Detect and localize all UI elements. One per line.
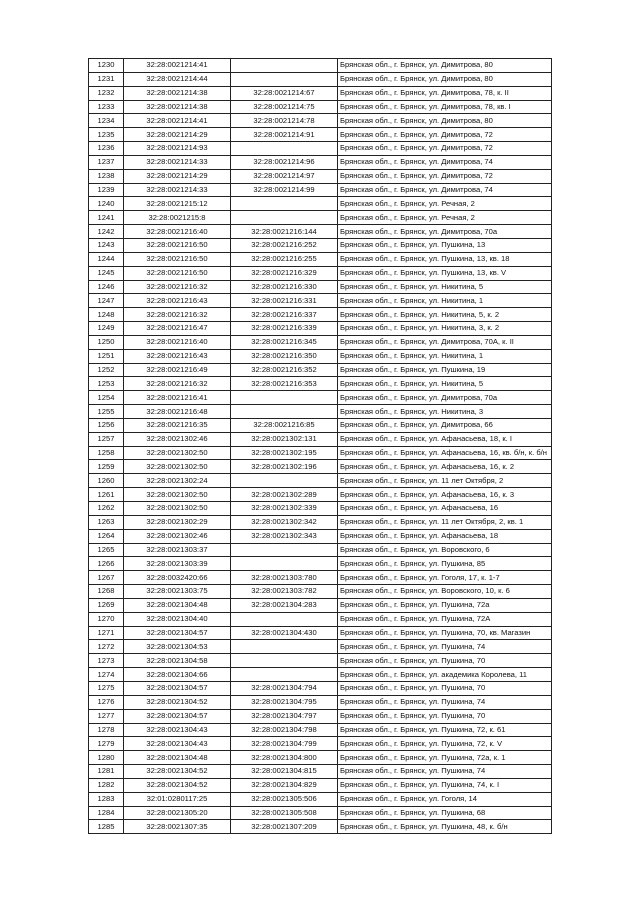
building-number-cell: 32:28:0021304:283 bbox=[231, 598, 338, 612]
table-row bbox=[89, 446, 552, 460]
building-number-cell: 32:28:0021305:508 bbox=[231, 806, 338, 820]
land-parcel-number-cell: 32:28:0021302:50 bbox=[124, 446, 231, 460]
row-number-cell: 1261 bbox=[89, 488, 124, 502]
row-number-cell: 1237 bbox=[89, 155, 124, 169]
building-number-cell: 32:28:0021216:353 bbox=[231, 377, 338, 391]
row-number-cell: 1241 bbox=[89, 211, 124, 225]
row-number-cell: 1249 bbox=[89, 322, 124, 336]
building-number-cell: 32:28:0021214:99 bbox=[231, 183, 338, 197]
table-row bbox=[89, 709, 552, 723]
address-cell: Брянская обл., г. Брянск, ул. Афанасьева, 16 bbox=[338, 502, 552, 516]
row-number-cell: 1272 bbox=[89, 640, 124, 654]
building-number-cell: 32:28:0021304:795 bbox=[231, 695, 338, 709]
table-row bbox=[89, 681, 552, 695]
row-number-cell: 1283 bbox=[89, 792, 124, 806]
table-row bbox=[89, 183, 552, 197]
land-parcel-number-cell: 32:28:0021214:41 bbox=[124, 59, 231, 73]
land-parcel-number-cell: 32:28:0021304:43 bbox=[124, 737, 231, 751]
table-row bbox=[89, 197, 552, 211]
land-parcel-number-cell: 32:28:0021216:32 bbox=[124, 377, 231, 391]
land-parcel-number-cell: 32:28:0021215:8 bbox=[124, 211, 231, 225]
address-cell: Брянская обл., г. Брянск, ул. Пушкина, 13, кв. V bbox=[338, 266, 552, 280]
table-row bbox=[89, 72, 552, 86]
row-number-cell: 1262 bbox=[89, 502, 124, 516]
address-cell: Брянская обл., г. Брянск, ул. Речная, 2 bbox=[338, 211, 552, 225]
address-cell: Брянская обл., г. Брянск, ул. Димитрова, 80 bbox=[338, 72, 552, 86]
table-row bbox=[89, 778, 552, 792]
table-row bbox=[89, 543, 552, 557]
building-number-cell: 32:28:0021302:343 bbox=[231, 529, 338, 543]
table-row bbox=[89, 377, 552, 391]
row-number-cell: 1254 bbox=[89, 391, 124, 405]
row-number-cell: 1277 bbox=[89, 709, 124, 723]
building-number-cell: 32:28:0021307:209 bbox=[231, 820, 338, 834]
building-number-cell bbox=[231, 654, 338, 668]
row-number-cell: 1231 bbox=[89, 72, 124, 86]
row-number-cell: 1268 bbox=[89, 585, 124, 599]
land-parcel-number-cell: 32:01:0280117:25 bbox=[124, 792, 231, 806]
address-cell: Брянская обл., г. Брянск, ул. Димитрова, 78, кв. I bbox=[338, 100, 552, 114]
table-row bbox=[89, 695, 552, 709]
land-parcel-number-cell: 32:28:0021214:38 bbox=[124, 86, 231, 100]
address-cell: Брянская обл., г. Брянск, ул. Димитрова, 70А, к. II bbox=[338, 335, 552, 349]
row-number-cell: 1267 bbox=[89, 571, 124, 585]
land-parcel-number-cell: 32:28:0021304:57 bbox=[124, 626, 231, 640]
row-number-cell: 1236 bbox=[89, 142, 124, 156]
address-cell: Брянская обл., г. Брянск, ул. Речная, 2 bbox=[338, 197, 552, 211]
land-parcel-number-cell: 32:28:0021304:48 bbox=[124, 751, 231, 765]
row-number-cell: 1276 bbox=[89, 695, 124, 709]
address-cell: Брянская обл., г. Брянск, ул. Димитрова, 74 bbox=[338, 183, 552, 197]
building-number-cell: 32:28:0021216:329 bbox=[231, 266, 338, 280]
table-row bbox=[89, 418, 552, 432]
address-cell: Брянская обл., г. Брянск, ул. Гоголя, 17, к. 1-7 bbox=[338, 571, 552, 585]
land-parcel-number-cell: 32:28:0021216:49 bbox=[124, 363, 231, 377]
row-number-cell: 1257 bbox=[89, 432, 124, 446]
building-number-cell: 32:28:0021302:342 bbox=[231, 515, 338, 529]
building-number-cell: 32:28:0021305:506 bbox=[231, 792, 338, 806]
table-row bbox=[89, 668, 552, 682]
address-cell: Брянская обл., г. Брянск, ул. Воровского, 10, к. 6 bbox=[338, 585, 552, 599]
land-parcel-number-cell: 32:28:0021302:50 bbox=[124, 460, 231, 474]
building-number-cell: 32:28:0021304:798 bbox=[231, 723, 338, 737]
land-parcel-number-cell: 32:28:0021214:29 bbox=[124, 169, 231, 183]
land-parcel-number-cell: 32:28:0021216:41 bbox=[124, 391, 231, 405]
row-number-cell: 1284 bbox=[89, 806, 124, 820]
land-parcel-number-cell: 32:28:0021304:57 bbox=[124, 681, 231, 695]
building-number-cell: 32:28:0021214:96 bbox=[231, 155, 338, 169]
building-number-cell: 32:28:0021214:91 bbox=[231, 128, 338, 142]
row-number-cell: 1270 bbox=[89, 612, 124, 626]
address-cell: Брянская обл., г. Брянск, ул. академика Королева, 11 bbox=[338, 668, 552, 682]
table-row bbox=[89, 557, 552, 571]
table-row bbox=[89, 169, 552, 183]
table-row bbox=[89, 502, 552, 516]
registry-table-body bbox=[89, 59, 552, 834]
row-number-cell: 1258 bbox=[89, 446, 124, 460]
address-cell: Брянская обл., г. Брянск, ул. Пушкина, 70, кв. Магазин bbox=[338, 626, 552, 640]
row-number-cell: 1246 bbox=[89, 280, 124, 294]
table-row bbox=[89, 280, 552, 294]
row-number-cell: 1255 bbox=[89, 405, 124, 419]
land-parcel-number-cell: 32:28:0021214:41 bbox=[124, 114, 231, 128]
address-cell: Брянская обл., г. Брянск, ул. Пушкина, 13, кв. 18 bbox=[338, 252, 552, 266]
building-number-cell bbox=[231, 668, 338, 682]
land-parcel-number-cell: 32:28:0021302:50 bbox=[124, 488, 231, 502]
address-cell: Брянская обл., г. Брянск, ул. Пушкина, 68 bbox=[338, 806, 552, 820]
row-number-cell: 1263 bbox=[89, 515, 124, 529]
building-number-cell bbox=[231, 405, 338, 419]
row-number-cell: 1243 bbox=[89, 238, 124, 252]
row-number-cell: 1285 bbox=[89, 820, 124, 834]
table-row bbox=[89, 654, 552, 668]
table-row bbox=[89, 142, 552, 156]
building-number-cell: 32:28:0021216:330 bbox=[231, 280, 338, 294]
land-parcel-number-cell: 32:28:0021303:37 bbox=[124, 543, 231, 557]
building-number-cell: 32:28:0021304:799 bbox=[231, 737, 338, 751]
land-parcel-number-cell: 32:28:0021304:52 bbox=[124, 765, 231, 779]
table-row bbox=[89, 308, 552, 322]
address-cell: Брянская обл., г. Брянск, ул. Димитрова, 66 bbox=[338, 418, 552, 432]
land-parcel-number-cell: 32:28:0021303:39 bbox=[124, 557, 231, 571]
table-row bbox=[89, 820, 552, 834]
row-number-cell: 1239 bbox=[89, 183, 124, 197]
address-cell: Брянская обл., г. Брянск, ул. 11 лет Октября, 2 bbox=[338, 474, 552, 488]
building-number-cell bbox=[231, 142, 338, 156]
row-number-cell: 1266 bbox=[89, 557, 124, 571]
building-number-cell: 32:28:0021216:85 bbox=[231, 418, 338, 432]
building-number-cell: 32:28:0021214:75 bbox=[231, 100, 338, 114]
building-number-cell: 32:28:0021302:339 bbox=[231, 502, 338, 516]
row-number-cell: 1230 bbox=[89, 59, 124, 73]
table-row bbox=[89, 322, 552, 336]
land-parcel-number-cell: 32:28:0021216:50 bbox=[124, 238, 231, 252]
table-row bbox=[89, 765, 552, 779]
land-parcel-number-cell: 32:28:0021302:46 bbox=[124, 529, 231, 543]
land-parcel-number-cell: 32:28:0021305:20 bbox=[124, 806, 231, 820]
land-parcel-number-cell: 32:28:0021303:75 bbox=[124, 585, 231, 599]
table-row bbox=[89, 585, 552, 599]
building-number-cell: 32:28:0021216:345 bbox=[231, 335, 338, 349]
building-number-cell: 32:28:0021304:829 bbox=[231, 778, 338, 792]
land-parcel-number-cell: 32:28:0021302:29 bbox=[124, 515, 231, 529]
address-cell: Брянская обл., г. Брянск, ул. Димитрова, 70а bbox=[338, 391, 552, 405]
row-number-cell: 1265 bbox=[89, 543, 124, 557]
table-row bbox=[89, 294, 552, 308]
building-number-cell bbox=[231, 59, 338, 73]
row-number-cell: 1250 bbox=[89, 335, 124, 349]
building-number-cell: 32:28:0021304:797 bbox=[231, 709, 338, 723]
table-row bbox=[89, 349, 552, 363]
building-number-cell bbox=[231, 72, 338, 86]
building-number-cell bbox=[231, 391, 338, 405]
row-number-cell: 1235 bbox=[89, 128, 124, 142]
table-row bbox=[89, 59, 552, 73]
address-cell: Брянская обл., г. Брянск, ул. Никитина, 5 bbox=[338, 280, 552, 294]
address-cell: Брянская обл., г. Брянск, ул. Никитина, 3 bbox=[338, 405, 552, 419]
table-row bbox=[89, 405, 552, 419]
table-row bbox=[89, 598, 552, 612]
building-number-cell: 32:28:0021304:800 bbox=[231, 751, 338, 765]
address-cell: Брянская обл., г. Брянск, ул. Никитина, 3, к. 2 bbox=[338, 322, 552, 336]
land-parcel-number-cell: 32:28:0021215:12 bbox=[124, 197, 231, 211]
building-number-cell: 32:28:0021304:430 bbox=[231, 626, 338, 640]
address-cell: Брянская обл., г. Брянск, ул. Димитрова, 74 bbox=[338, 155, 552, 169]
building-number-cell: 32:28:0021214:78 bbox=[231, 114, 338, 128]
land-parcel-number-cell: 32:28:0021216:50 bbox=[124, 266, 231, 280]
table-row bbox=[89, 128, 552, 142]
row-number-cell: 1232 bbox=[89, 86, 124, 100]
building-number-cell bbox=[231, 640, 338, 654]
land-parcel-number-cell: 32:28:0021304:58 bbox=[124, 654, 231, 668]
row-number-cell: 1259 bbox=[89, 460, 124, 474]
row-number-cell: 1252 bbox=[89, 363, 124, 377]
address-cell: Брянская обл., г. Брянск, ул. Афанасьева, 16, к. 3 bbox=[338, 488, 552, 502]
address-cell: Брянская обл., г. Брянск, ул. Пушкина, 70 bbox=[338, 709, 552, 723]
building-number-cell: 32:28:0021214:67 bbox=[231, 86, 338, 100]
address-cell: Брянская обл., г. Брянск, ул. Димитрова, 80 bbox=[338, 59, 552, 73]
table-row bbox=[89, 100, 552, 114]
building-number-cell: 32:28:0021304:815 bbox=[231, 765, 338, 779]
land-parcel-number-cell: 32:28:0021304:66 bbox=[124, 668, 231, 682]
row-number-cell: 1274 bbox=[89, 668, 124, 682]
address-cell: Брянская обл., г. Брянск, ул. Пушкина, 85 bbox=[338, 557, 552, 571]
table-row bbox=[89, 529, 552, 543]
table-row bbox=[89, 155, 552, 169]
address-cell: Брянская обл., г. Брянск, ул. Пушкина, 13 bbox=[338, 238, 552, 252]
table-row bbox=[89, 515, 552, 529]
address-cell: Брянская обл., г. Брянск, ул. Пушкина, 74, к. I bbox=[338, 778, 552, 792]
land-parcel-number-cell: 32:28:0021304:40 bbox=[124, 612, 231, 626]
address-cell: Брянская обл., г. Брянск, ул. Пушкина, 74 bbox=[338, 695, 552, 709]
table-row bbox=[89, 751, 552, 765]
table-row bbox=[89, 571, 552, 585]
land-parcel-number-cell: 32:28:0021302:50 bbox=[124, 502, 231, 516]
row-number-cell: 1269 bbox=[89, 598, 124, 612]
building-number-cell: 32:28:0021216:339 bbox=[231, 322, 338, 336]
address-cell: Брянская обл., г. Брянск, ул. Пушкина, 72а bbox=[338, 598, 552, 612]
building-number-cell: 32:28:0021302:131 bbox=[231, 432, 338, 446]
land-parcel-number-cell: 32:28:0021216:35 bbox=[124, 418, 231, 432]
land-parcel-number-cell: 32:28:0021214:29 bbox=[124, 128, 231, 142]
building-number-cell: 32:28:0021216:255 bbox=[231, 252, 338, 266]
table-row bbox=[89, 238, 552, 252]
table-row bbox=[89, 474, 552, 488]
building-number-cell: 32:28:0021304:794 bbox=[231, 681, 338, 695]
table-row bbox=[89, 460, 552, 474]
table-row bbox=[89, 806, 552, 820]
address-cell: Брянская обл., г. Брянск, ул. Пушкина, 72, к. V bbox=[338, 737, 552, 751]
land-parcel-number-cell: 32:28:0021216:43 bbox=[124, 349, 231, 363]
address-cell: Брянская обл., г. Брянск, ул. Гоголя, 14 bbox=[338, 792, 552, 806]
row-number-cell: 1282 bbox=[89, 778, 124, 792]
land-parcel-number-cell: 32:28:0021304:43 bbox=[124, 723, 231, 737]
row-number-cell: 1260 bbox=[89, 474, 124, 488]
row-number-cell: 1245 bbox=[89, 266, 124, 280]
table-row bbox=[89, 363, 552, 377]
address-cell: Брянская обл., г. Брянск, ул. Афанасьева, 16, к. 2 bbox=[338, 460, 552, 474]
building-number-cell: 32:28:0021302:196 bbox=[231, 460, 338, 474]
building-number-cell bbox=[231, 543, 338, 557]
address-cell: Брянская обл., г. Брянск, ул. Пушкина, 72а, к. 1 bbox=[338, 751, 552, 765]
table-row bbox=[89, 391, 552, 405]
land-parcel-number-cell: 32:28:0021304:52 bbox=[124, 695, 231, 709]
address-cell: Брянская обл., г. Брянск, ул. Пушкина, 74 bbox=[338, 640, 552, 654]
row-number-cell: 1233 bbox=[89, 100, 124, 114]
land-parcel-number-cell: 32:28:0021307:35 bbox=[124, 820, 231, 834]
table-row bbox=[89, 737, 552, 751]
building-number-cell: 32:28:0021216:337 bbox=[231, 308, 338, 322]
address-cell: Брянская обл., г. Брянск, ул. Пушкина, 70 bbox=[338, 654, 552, 668]
row-number-cell: 1256 bbox=[89, 418, 124, 432]
land-parcel-number-cell: 32:28:0021216:47 bbox=[124, 322, 231, 336]
address-cell: Брянская обл., г. Брянск, ул. Димитрова, 70а bbox=[338, 225, 552, 239]
row-number-cell: 1278 bbox=[89, 723, 124, 737]
land-parcel-number-cell: 32:28:0021304:57 bbox=[124, 709, 231, 723]
land-parcel-number-cell: 32:28:0021214:44 bbox=[124, 72, 231, 86]
address-cell: Брянская обл., г. Брянск, ул. Пушкина, 74 bbox=[338, 765, 552, 779]
row-number-cell: 1264 bbox=[89, 529, 124, 543]
row-number-cell: 1248 bbox=[89, 308, 124, 322]
address-cell: Брянская обл., г. Брянск, ул. 11 лет Октября, 2, кв. 1 bbox=[338, 515, 552, 529]
table-row bbox=[89, 488, 552, 502]
building-number-cell: 32:28:0021302:195 bbox=[231, 446, 338, 460]
address-cell: Брянская обл., г. Брянск, ул. Пушкина, 72, к. 61 bbox=[338, 723, 552, 737]
address-cell: Брянская обл., г. Брянск, ул. Димитрова, 78, к. II bbox=[338, 86, 552, 100]
land-parcel-number-cell: 32:28:0021216:40 bbox=[124, 335, 231, 349]
address-cell: Брянская обл., г. Брянск, ул. Димитрова, 72 bbox=[338, 128, 552, 142]
table-row bbox=[89, 211, 552, 225]
row-number-cell: 1280 bbox=[89, 751, 124, 765]
building-number-cell: 32:28:0021216:144 bbox=[231, 225, 338, 239]
land-parcel-number-cell: 32:28:0021216:50 bbox=[124, 252, 231, 266]
land-parcel-number-cell: 32:28:0021214:33 bbox=[124, 155, 231, 169]
table-row bbox=[89, 792, 552, 806]
row-number-cell: 1253 bbox=[89, 377, 124, 391]
land-parcel-number-cell: 32:28:0032420:66 bbox=[124, 571, 231, 585]
building-number-cell: 32:28:0021216:352 bbox=[231, 363, 338, 377]
land-parcel-number-cell: 32:28:0021216:40 bbox=[124, 225, 231, 239]
land-parcel-number-cell: 32:28:0021216:48 bbox=[124, 405, 231, 419]
building-number-cell: 32:28:0021216:350 bbox=[231, 349, 338, 363]
address-cell: Брянская обл., г. Брянск, ул. Никитина, 1 bbox=[338, 294, 552, 308]
address-cell: Брянская обл., г. Брянск, ул. Пушкина, 48, к. б/н bbox=[338, 820, 552, 834]
address-cell: Брянская обл., г. Брянск, ул. Афанасьева, 18 bbox=[338, 529, 552, 543]
building-number-cell: 32:28:0021303:780 bbox=[231, 571, 338, 585]
table-row bbox=[89, 252, 552, 266]
address-cell: Брянская обл., г. Брянск, ул. Димитрова, 80 bbox=[338, 114, 552, 128]
table-row bbox=[89, 114, 552, 128]
table-row bbox=[89, 225, 552, 239]
building-number-cell bbox=[231, 612, 338, 626]
land-parcel-number-cell: 32:28:0021304:48 bbox=[124, 598, 231, 612]
land-parcel-number-cell: 32:28:0021214:38 bbox=[124, 100, 231, 114]
building-number-cell: 32:28:0021303:782 bbox=[231, 585, 338, 599]
row-number-cell: 1244 bbox=[89, 252, 124, 266]
land-parcel-number-cell: 32:28:0021214:33 bbox=[124, 183, 231, 197]
building-number-cell bbox=[231, 197, 338, 211]
table-row bbox=[89, 640, 552, 654]
address-cell: Брянская обл., г. Брянск, ул. Никитина, 1 bbox=[338, 349, 552, 363]
row-number-cell: 1234 bbox=[89, 114, 124, 128]
address-cell: Брянская обл., г. Брянск, ул. Никитина, 5, к. 2 bbox=[338, 308, 552, 322]
building-number-cell bbox=[231, 557, 338, 571]
address-cell: Брянская обл., г. Брянск, ул. Афанасьева, 18, к. I bbox=[338, 432, 552, 446]
address-cell: Брянская обл., г. Брянск, ул. Афанасьева, 16, кв. б/н, к. б/н bbox=[338, 446, 552, 460]
row-number-cell: 1247 bbox=[89, 294, 124, 308]
land-parcel-number-cell: 32:28:0021304:52 bbox=[124, 778, 231, 792]
row-number-cell: 1251 bbox=[89, 349, 124, 363]
land-parcel-number-cell: 32:28:0021302:46 bbox=[124, 432, 231, 446]
building-number-cell: 32:28:0021216:331 bbox=[231, 294, 338, 308]
address-cell: Брянская обл., г. Брянск, ул. Димитрова, 72 bbox=[338, 169, 552, 183]
table-row bbox=[89, 266, 552, 280]
address-cell: Брянская обл., г. Брянск, ул. Никитина, 5 bbox=[338, 377, 552, 391]
row-number-cell: 1240 bbox=[89, 197, 124, 211]
land-parcel-number-cell: 32:28:0021216:32 bbox=[124, 308, 231, 322]
land-parcel-number-cell: 32:28:0021304:53 bbox=[124, 640, 231, 654]
address-cell: Брянская обл., г. Брянск, ул. Пушкина, 70 bbox=[338, 681, 552, 695]
land-parcel-number-cell: 32:28:0021216:43 bbox=[124, 294, 231, 308]
row-number-cell: 1238 bbox=[89, 169, 124, 183]
row-number-cell: 1275 bbox=[89, 681, 124, 695]
row-number-cell: 1273 bbox=[89, 654, 124, 668]
address-cell: Брянская обл., г. Брянск, ул. Воровского, 6 bbox=[338, 543, 552, 557]
building-number-cell: 32:28:0021302:289 bbox=[231, 488, 338, 502]
building-number-cell: 32:28:0021214:97 bbox=[231, 169, 338, 183]
address-cell: Брянская обл., г. Брянск, ул. Димитрова, 72 bbox=[338, 142, 552, 156]
building-number-cell bbox=[231, 474, 338, 488]
table-row bbox=[89, 723, 552, 737]
row-number-cell: 1271 bbox=[89, 626, 124, 640]
table-row bbox=[89, 612, 552, 626]
building-number-cell bbox=[231, 211, 338, 225]
land-parcel-number-cell: 32:28:0021214:93 bbox=[124, 142, 231, 156]
land-parcel-number-cell: 32:28:0021216:32 bbox=[124, 280, 231, 294]
table-row bbox=[89, 626, 552, 640]
row-number-cell: 1281 bbox=[89, 765, 124, 779]
table-row bbox=[89, 86, 552, 100]
building-number-cell: 32:28:0021216:252 bbox=[231, 238, 338, 252]
row-number-cell: 1242 bbox=[89, 225, 124, 239]
table-row bbox=[89, 335, 552, 349]
land-parcel-number-cell: 32:28:0021302:24 bbox=[124, 474, 231, 488]
row-number-cell: 1279 bbox=[89, 737, 124, 751]
table-row bbox=[89, 432, 552, 446]
address-cell: Брянская обл., г. Брянск, ул. Пушкина, 72А bbox=[338, 612, 552, 626]
address-cell: Брянская обл., г. Брянск, ул. Пушкина, 19 bbox=[338, 363, 552, 377]
cadastral-registry-table bbox=[88, 58, 552, 834]
